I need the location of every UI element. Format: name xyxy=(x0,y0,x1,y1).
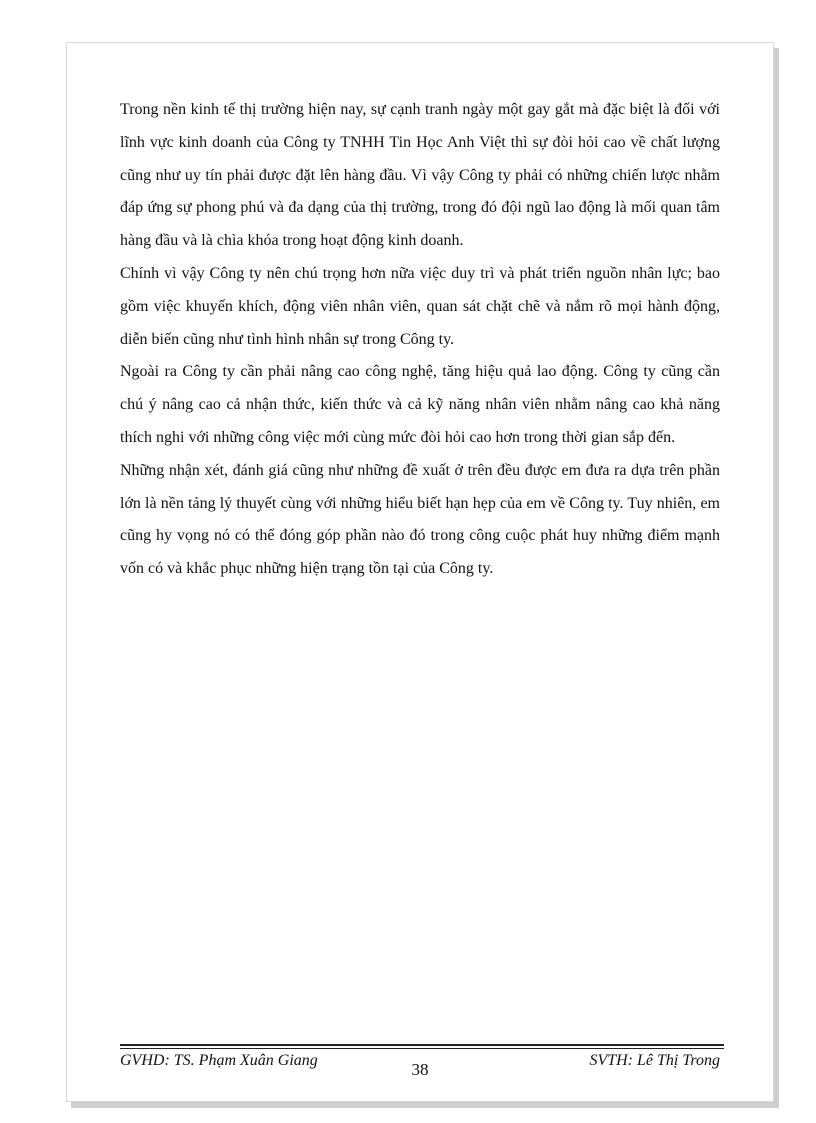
paragraph-3: Ngoài ra Công ty cần phải nâng cao công nghệ, tăng hiệu quả lao động. Công ty cũng cần chú ý nâng cao cả nhận thức, kiến thức và cả kỹ năng nhân viên nhằm nâng cao khả năng thích nghi với những công việc mới cùng mức đòi hỏi cao hơn trong thời gian sắp đến. xyxy=(120,363,720,446)
footer-rule-thick xyxy=(120,1044,724,1046)
footer-rule-thin xyxy=(120,1048,724,1049)
paragraph-2: Chính vì vậy Công ty nên chú trọng hơn nữa việc duy trì và phát triển nguồn nhân lực; bao gồm việc khuyến khích, động viên nhân viên, quan sát chặt chẽ và nắm rõ mọi hành động, diễn biến cũng như tình hình nhân sự trong Công ty. xyxy=(120,264,720,348)
page-number: 38 xyxy=(411,1060,429,1079)
document-body xyxy=(120,94,720,586)
paragraph-4: Những nhận xét, đánh giá cũng như những đề xuất ở trên đều được em đưa ra dựa trên phần lớn là nền tảng lý thuyết cùng với những hiểu biết hạn hẹp của em về Công ty. Tuy nhiên, em cũng hy vọng nó có thể đóng góp phần nào đó trong công cuộc phát huy những điểm mạnh vốn có và khắc phục những hiện trạng tồn tại của Công ty. xyxy=(120,461,720,578)
paragraph-1: Trong nền kinh tế thị trường hiện nay, sự cạnh tranh ngày một gay gắt mà đặc biệt là đối với lĩnh vực kinh doanh của Công ty TNHH Tin Học Anh Việt thì sự đòi hỏi cao về chất lượng cũng như uy tín phải được đặt lên hàng đầu. Vì vậy Công ty phải có những chiến lược nhằm đáp ứng sự phong phú và đa dạng của thị trường, trong đó đội ngũ lao động là mối quan tâm hàng đầu và là chìa khóa trong hoạt động kinh doanh. xyxy=(120,101,720,250)
footer-advisor: GVHD: TS. Phạm Xuân Giang xyxy=(120,1052,318,1069)
page-footer xyxy=(120,1052,720,1082)
footer-student: SVTH: Lê Thị Trong xyxy=(589,1052,720,1069)
